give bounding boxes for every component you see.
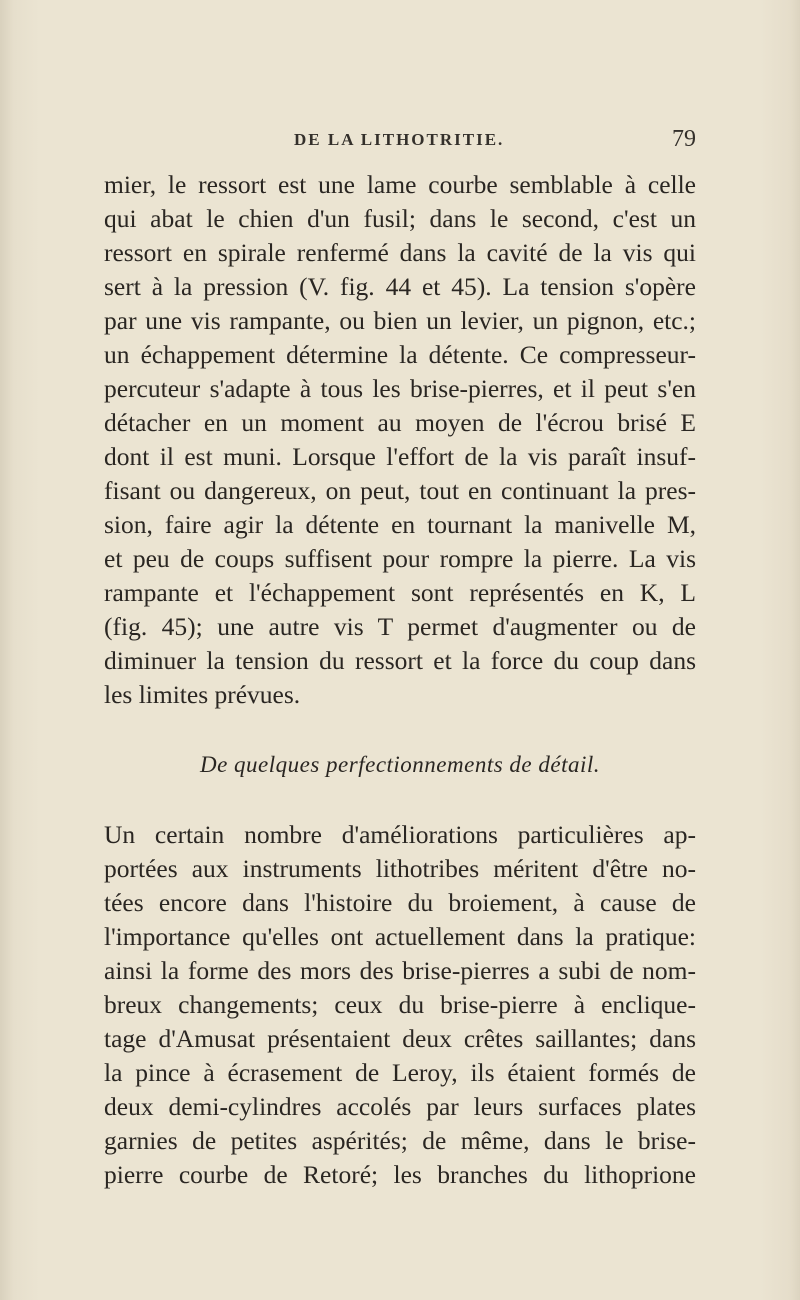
text-line: deux demi-cylindres accolés par leurs surfaces plates [104, 1092, 696, 1121]
text-line: pierre courbe de Retoré; les branches du lithoprione [104, 1160, 696, 1189]
text-line: sion, faire agir la détente en tournant la manivelle M, [104, 510, 696, 539]
text-line: la pince à écrasement de Leroy, ils étaient formés de [104, 1058, 696, 1087]
text-line: portées aux instruments lithotribes méritent d'être no- [104, 854, 696, 883]
paragraph [104, 818, 696, 1192]
text-line: garnies de petites aspérités; de même, dans le brise- [104, 1126, 696, 1155]
text-line: ressort en spirale renfermé dans la cavité de la vis qui [104, 238, 696, 267]
text-line: sert à la pression (V. fig. 44 et 45). La tension s'opère [104, 272, 696, 301]
text-line: et peu de coups suffisent pour rompre la pierre. La vis [104, 544, 696, 573]
text-line: fisant ou dangereux, on peut, tout en continuant la pres- [104, 476, 696, 505]
text-line: mier, le ressort est une lame courbe semblable à celle [104, 170, 696, 199]
text-line: ainsi la forme des mors des brise-pierres a subi de nom- [104, 956, 696, 985]
text-line: breux changements; ceux du brise-pierre à enclique- [104, 990, 696, 1019]
text-line: dont il est muni. Lorsque l'effort de la vis paraît insuf- [104, 442, 696, 471]
text-line: les limites prévues. [104, 680, 301, 709]
page-number: 79 [672, 126, 696, 152]
running-head [104, 126, 696, 160]
text-line: qui abat le chien d'un fusil; dans le second, c'est un [104, 204, 696, 233]
text-line: percuteur s'adapte à tous les brise-pierres, et il peut s'en [104, 374, 696, 403]
text-line: diminuer la tension du ressort et la force du coup dans [104, 646, 696, 675]
section-heading: De quelques perfectionnements de détail. [199, 752, 601, 777]
text-line: (fig. 45); une autre vis T permet d'augmenter ou de [104, 612, 696, 641]
text-line: rampante et l'échappement sont représentés en K, L [104, 578, 696, 607]
text-line: tées encore dans l'histoire du broiement, à cause de [104, 888, 696, 917]
text-line: par une vis rampante, ou bien un levier, un pignon, etc.; [104, 306, 696, 335]
text-line: tage d'Amusat présentaient deux crêtes saillantes; dans [104, 1024, 696, 1053]
text-line: l'importance qu'elles ont actuellement dans la pratique: [104, 922, 696, 951]
text-line: détacher en un moment au moyen de l'écrou brisé E [104, 408, 696, 437]
paragraph-continued [104, 168, 696, 712]
text-line: Un certain nombre d'améliorations particulières ap- [104, 820, 696, 849]
running-title: DE LA LITHOTRITIE. [294, 130, 505, 149]
text-line: un échappement détermine la détente. Ce compresseur- [104, 340, 696, 369]
